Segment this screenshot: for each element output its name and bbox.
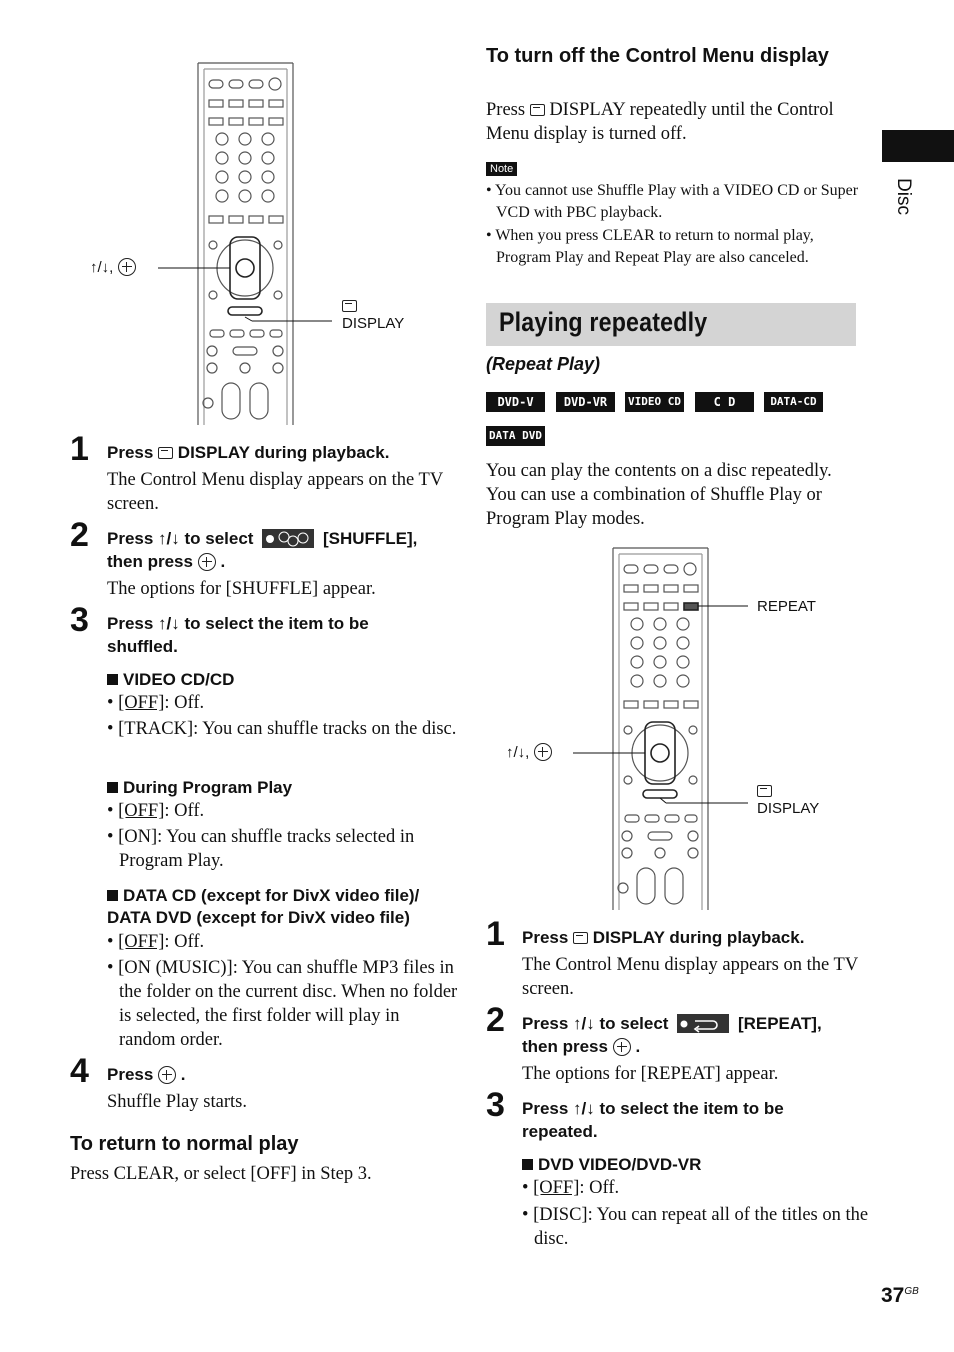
remote2-repeat-label: REPEAT <box>757 598 816 615</box>
disc-badge: DVD-VR <box>556 392 615 412</box>
section-title: Playing repeatedly <box>499 307 708 337</box>
step-title: Press ↑/↓ to select [REPEAT], then press . <box>522 1014 822 1056</box>
display-icon <box>158 447 173 459</box>
step-title-b: [REPEAT], <box>737 1014 822 1033</box>
step-number: 2 <box>486 1001 505 1039</box>
square-bullet-icon <box>107 890 118 901</box>
page-number <box>881 1284 919 1308</box>
step-title: Press ↑/↓ to select [SHUFFLE], then press . <box>107 529 418 571</box>
remote1-display-label <box>342 298 404 332</box>
disc-badge: DATA DVD <box>486 426 545 446</box>
enter-icon <box>118 258 136 276</box>
disc-badge: VIDEO CD <box>625 392 684 412</box>
step-body: The options for [SHUFFLE] appear. <box>107 579 376 599</box>
display-icon <box>530 104 545 116</box>
list-item: • [ON]: You can shuffle tracks selected in Program Play. <box>107 827 415 871</box>
display-icon <box>757 785 772 797</box>
step-title-rest: DISPLAY during playback. <box>592 928 805 947</box>
remote1-arrow-label <box>90 258 136 276</box>
enter-icon <box>534 743 552 761</box>
section-heading-text: VIDEO CD/CD <box>123 670 235 689</box>
section-heading <box>107 885 452 929</box>
list-item: • [OFF]: Off. <box>522 1178 620 1198</box>
step-number: 1 <box>486 915 505 953</box>
step-title-c: then press <box>107 552 193 571</box>
disc-badge: DATA-CD <box>764 392 823 412</box>
remote2-display-text: DISPLAY <box>757 800 820 817</box>
remote1-arrow-text: ↑/↓, <box>90 259 114 276</box>
section-heading <box>522 1154 862 1176</box>
display-icon <box>342 300 357 312</box>
option-text: [DISC]: You can repeat all of the titles on the disc. <box>533 1205 869 1249</box>
remote1-display-text: DISPLAY <box>342 315 405 332</box>
side-tab-bar <box>882 130 954 162</box>
step-press: Press <box>522 928 569 947</box>
turnoff-press: Press <box>486 100 526 120</box>
option-text: : Off. <box>164 801 205 821</box>
enter-icon <box>158 1066 176 1084</box>
shuffle-icon <box>262 529 314 548</box>
step-title: Press . <box>107 1065 186 1084</box>
step-number: 2 <box>70 516 89 554</box>
remote-illustration-right <box>500 540 840 915</box>
list-item: • [ON (MUSIC)]: You can shuffle MP3 files in the folder on the current disc. When no folder is selected, the first folder will play in random order. <box>107 958 458 1050</box>
section-heading-text: DATA CD (except for DivX video file)/ DATA DVD (except for DivX video file) <box>107 886 420 927</box>
step-title: Press ↑/↓ to select the item to be repeated. <box>522 1099 784 1141</box>
list-item: • [TRACK]: You can shuffle tracks on the disc. <box>107 719 457 739</box>
remote2-display-label <box>757 783 819 817</box>
step-title-a: Press ↑/↓ to select <box>522 1014 669 1033</box>
step-title-c: then press <box>522 1037 608 1056</box>
step-body: The Control Menu display appears on the TV screen. <box>522 955 858 999</box>
note-item: • When you press CLEAR to return to normal play, Program Play and Repeat Play are also canceled. <box>486 227 814 266</box>
option-key: [OFF] <box>118 693 165 713</box>
repeat-icon <box>677 1014 729 1033</box>
side-tab-label: Disc <box>893 178 914 215</box>
page-number-value: 37 <box>881 1284 905 1307</box>
square-bullet-icon <box>107 782 118 793</box>
turnoff-body <box>486 98 856 146</box>
disc-badge: DVD-V <box>486 392 545 412</box>
subheading-turnoff: To turn off the Control Menu display <box>486 45 829 67</box>
option-text: : Off. <box>164 932 205 952</box>
list-item: • [OFF]: Off. <box>107 801 205 821</box>
turnoff-body-rest: DISPLAY repeatedly until the Control Menu display is turned off. <box>486 100 834 144</box>
remote2-arrow-text: ↑/↓, <box>506 744 530 761</box>
option-text: [TRACK]: You can shuffle tracks on the disc. <box>118 719 457 739</box>
step-body: The Control Menu display appears on the TV screen. <box>107 470 443 514</box>
note-item: • You cannot use Shuffle Play with a VIDEO CD or Super VCD with PBC playback. <box>486 182 859 221</box>
display-icon <box>573 932 588 944</box>
step-title-a: Press ↑/↓ to select <box>107 529 254 548</box>
step-title: Press ↑/↓ to select the item to be shuffled. <box>107 614 369 656</box>
option-key: [OFF] <box>118 932 165 952</box>
option-text: [ON]: You can shuffle tracks selected in Program Play. <box>118 827 415 871</box>
section-heading-text: During Program Play <box>123 778 293 797</box>
note-item-text: You cannot use Shuffle Play with a VIDEO CD or Super VCD with PBC playback. <box>495 182 859 221</box>
step-number: 3 <box>486 1086 505 1124</box>
step-number: 3 <box>70 601 89 639</box>
step-press: Press <box>107 1065 154 1084</box>
step-title <box>107 441 447 464</box>
section-heading <box>107 777 452 799</box>
square-bullet-icon <box>107 674 118 685</box>
option-key: [OFF] <box>118 801 165 821</box>
list-item: • [DISC]: You can repeat all of the titles on the disc. <box>522 1205 869 1249</box>
option-text: : Off. <box>579 1178 620 1198</box>
list-item: • [OFF]: Off. <box>107 932 205 952</box>
disc-badge: C D <box>695 392 754 412</box>
option-text: : Off. <box>164 693 205 713</box>
list-item: • [OFF]: Off. <box>107 693 205 713</box>
section-heading <box>107 669 452 691</box>
enter-icon <box>613 1038 631 1056</box>
step-number: 4 <box>70 1052 89 1090</box>
square-bullet-icon <box>522 1159 533 1170</box>
page-number-suffix: GB <box>904 1286 919 1297</box>
step-title-b: [SHUFFLE], <box>322 529 418 548</box>
step-title-rest: DISPLAY during playback. <box>177 443 390 462</box>
enter-icon <box>198 553 216 571</box>
step-body: Shuffle Play starts. <box>107 1092 247 1112</box>
subheading-return: To return to normal play <box>70 1133 299 1155</box>
step-title <box>522 926 862 949</box>
step-press: Press <box>107 443 154 462</box>
section-heading-text: DVD VIDEO/DVD-VR <box>538 1155 702 1174</box>
step-body: The options for [REPEAT] appear. <box>522 1064 779 1084</box>
remote2-arrow-label <box>506 743 552 761</box>
option-key: [OFF] <box>533 1178 580 1198</box>
return-body: Press CLEAR, or select [OFF] in Step 3. <box>70 1164 372 1184</box>
section-subtitle: (Repeat Play) <box>486 354 601 374</box>
step-number: 1 <box>70 430 89 468</box>
remote-illustration-left <box>80 55 425 430</box>
intro-text: You can play the contents on a disc repeatedly. You can use a combination of Shuffle Play or Program Play modes. <box>486 461 832 529</box>
option-text: [ON (MUSIC)]: You can shuffle MP3 files in the folder on the current disc. When no folder is selected, the first folder will play in random order. <box>118 958 458 1050</box>
note-label: Note <box>486 162 517 176</box>
note-item-text: When you press CLEAR to return to normal play, Program Play and Repeat Play are also canceled. <box>495 227 814 266</box>
